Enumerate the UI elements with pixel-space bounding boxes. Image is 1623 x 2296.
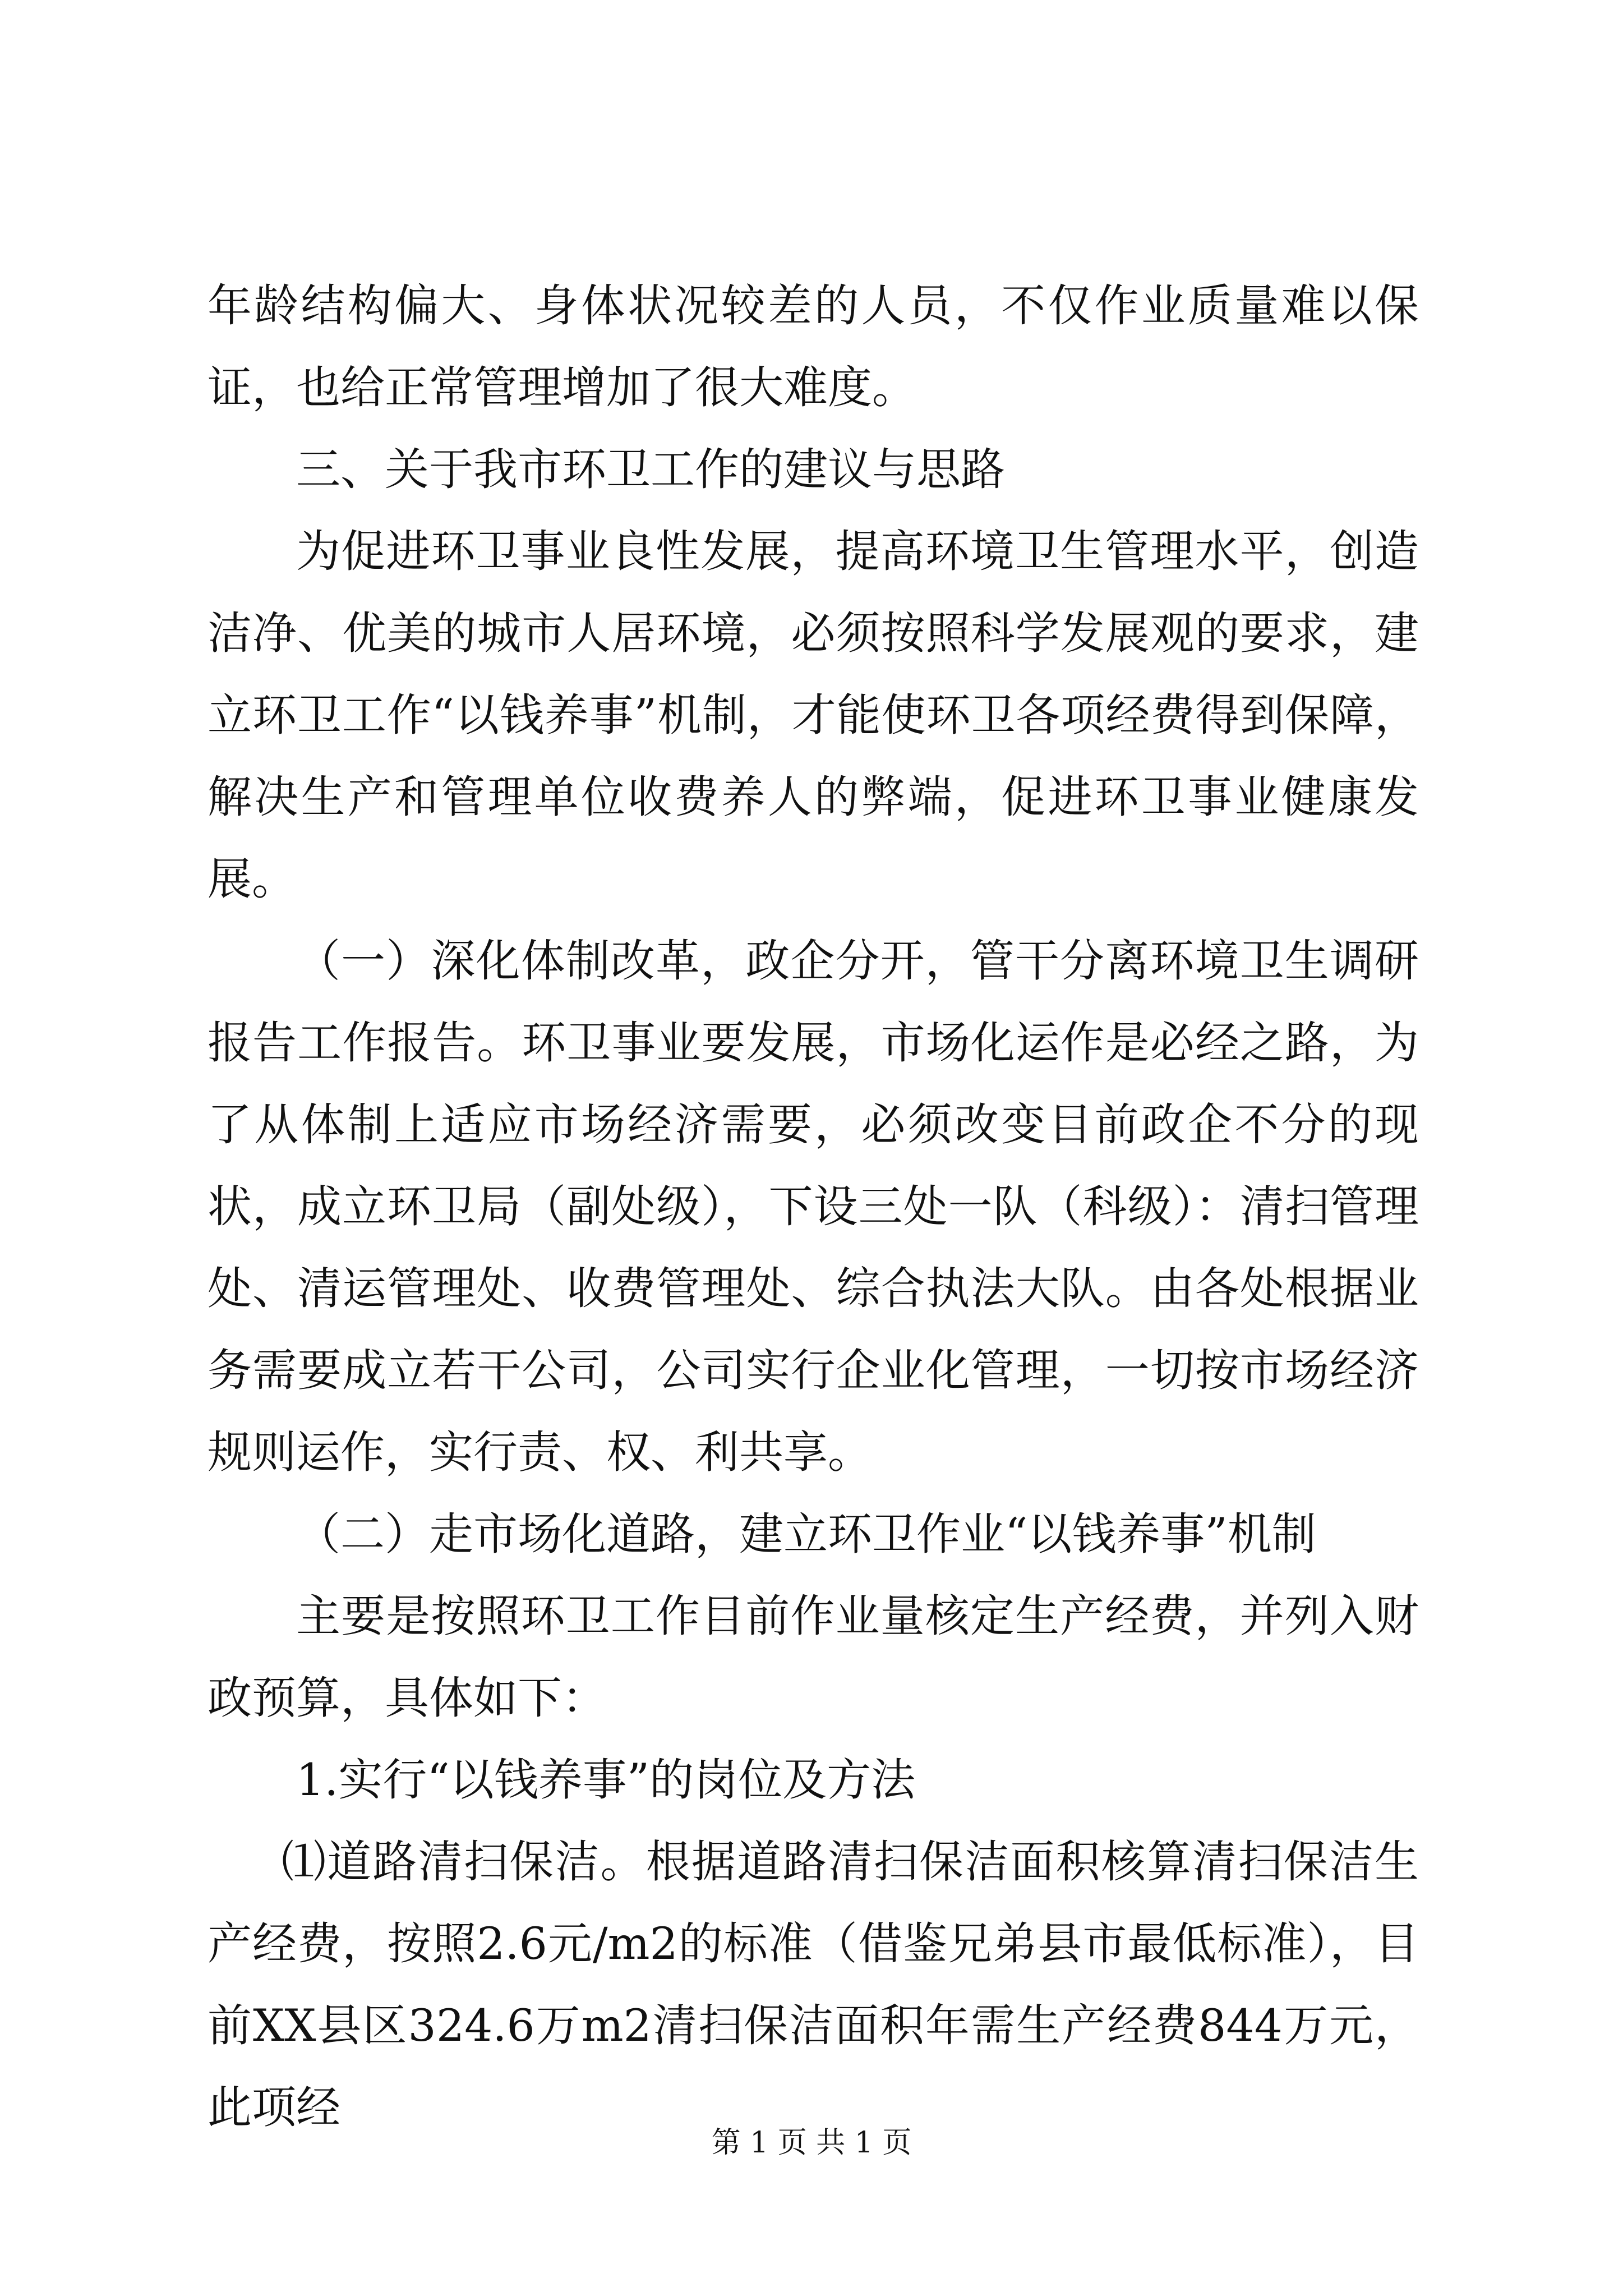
section-heading-three: 三、关于我市环卫工作的建议与思路 (296, 444, 1005, 495)
paragraph-continuation: 年龄结构偏大、身体状况较差的人员，不仅作业质量难以保证，也给正常管理增加了很大难度。 (208, 280, 1419, 413)
subheading-item-two: （二）走市场化道路，建立环卫作业“以钱养事”机制 (296, 1508, 1316, 1560)
paragraph-intro: 为促进环卫事业良性发展，提高环境卫生管理水平，创造洁净、优美的城市人居环境，必须按照科学发展观的要求，建立环卫工作“以钱养事”机制，才能使环卫各项经费得到保障，解决生产和管理单位收费养人的弊端，促进环卫事业健康发展。 (208, 526, 1419, 905)
subheading-positions: 1.实行“以钱养事”的岗位及方法 (296, 1754, 916, 1806)
document-body (208, 265, 1419, 2148)
paragraph-item-one: （一）深化体制改革，政企分开，管干分离环境卫生调研报告工作报告。环卫事业要发展，市场化运作是必经之路，为了从体制上适应市场经济需要，必须改变目前政企不分的现状，成立环卫局（副处级），下设三处一队（科级）：清扫管理处、清运管理处、收费管理处、综合执法大队。由各处根据业务需要成立若干公司，公司实行企业化管理，一切按市场经济规则运作，实行责、权、利共享。 (208, 935, 1419, 1478)
paragraph-budget: 主要是按照环卫工作目前作业量核定生产经费，并列入财政预算，具体如下： (208, 1590, 1419, 1724)
page-footer: 第 1 页 共 1 页 (711, 2126, 912, 2160)
paragraph-road-cleaning: ⑴道路清扫保洁。根据道路清扫保洁面积核算清扫保洁生产经费，按照2.6元/m2的标准（借鉴兄弟县市最低标准），目前XX县区324.6万m2清扫保洁面积年需生产经费844万元，此项经 (208, 1836, 1419, 2133)
